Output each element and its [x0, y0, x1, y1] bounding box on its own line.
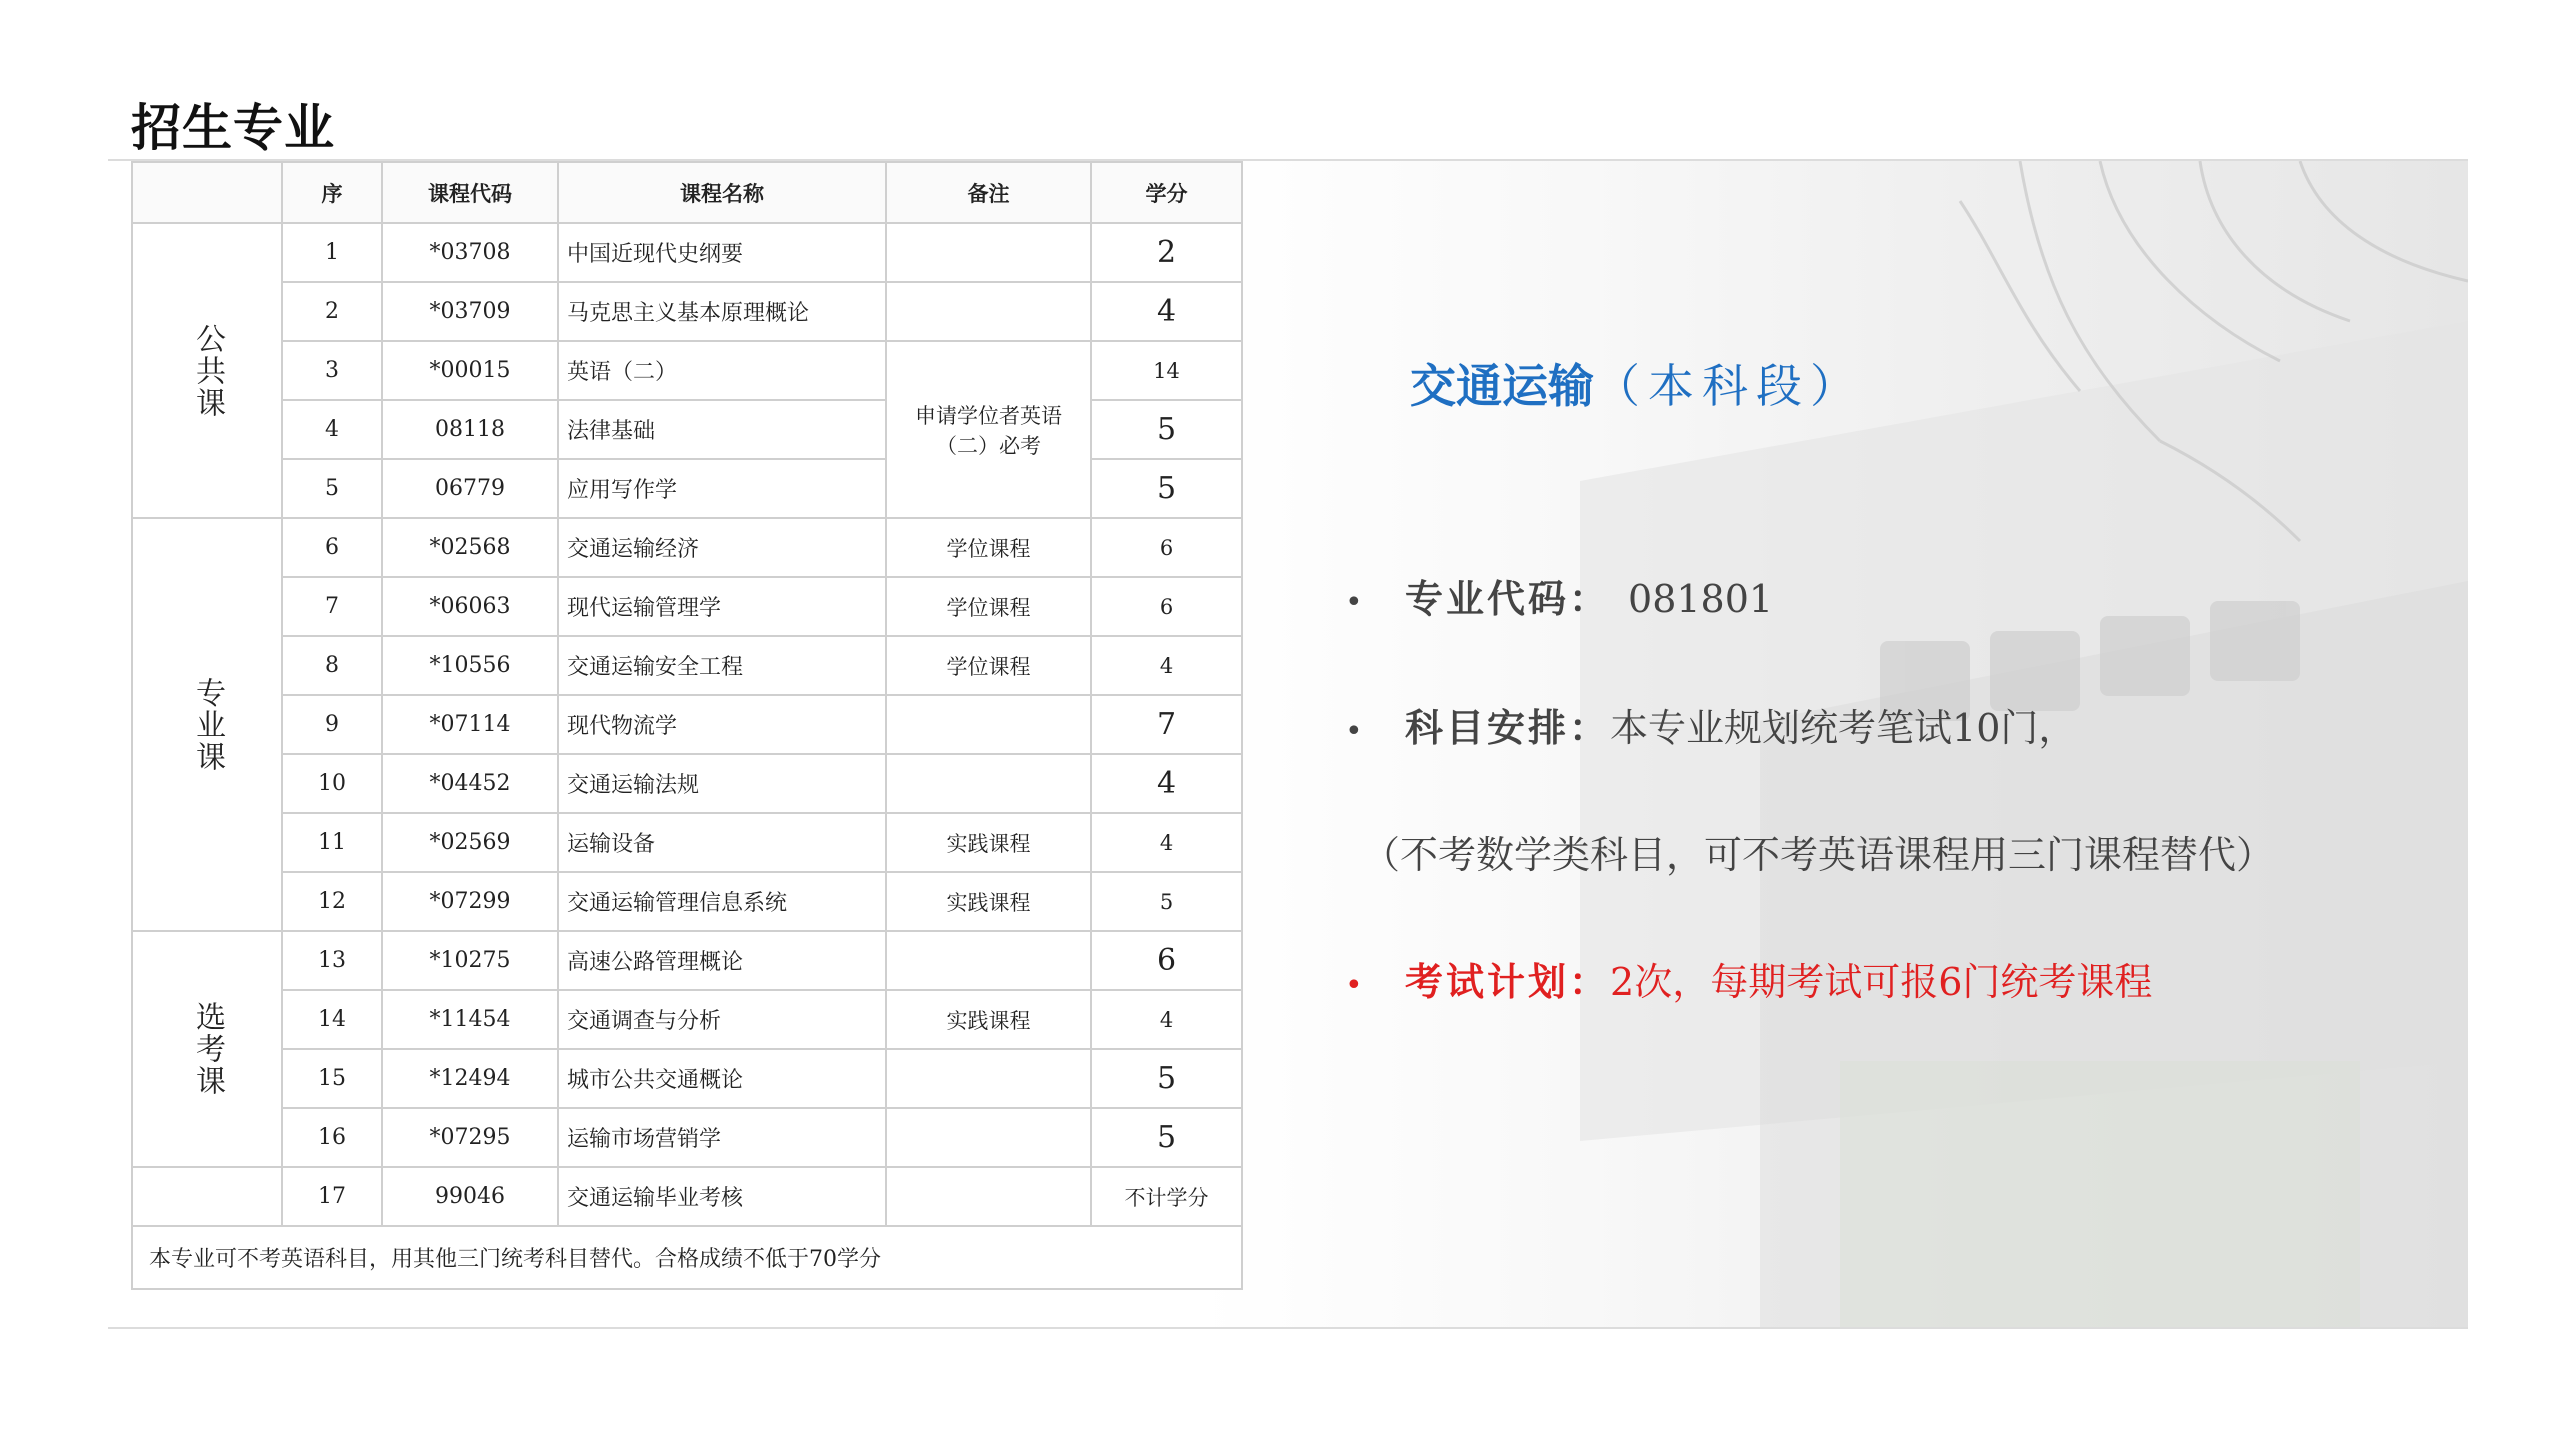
cell-seq: 8	[282, 636, 382, 695]
arrangement-label: 科目安排：	[1405, 706, 1611, 750]
cell-credit: 4	[1091, 636, 1242, 695]
cell-code: *10556	[382, 636, 558, 695]
cell-credit: 4	[1091, 990, 1242, 1049]
cell-note: 实践课程	[886, 990, 1091, 1049]
arrangement-line	[1345, 697, 2076, 752]
cell-credit: 7	[1091, 695, 1242, 754]
exam-plan-value: 2次，每期考试可报6门统考课程	[1610, 960, 2153, 1004]
cell-note	[886, 1049, 1091, 1108]
table-row	[132, 223, 1242, 282]
cell-seq: 14	[282, 990, 382, 1049]
cell-seq: 17	[282, 1167, 382, 1226]
cell-code: *02569	[382, 813, 558, 872]
cell-seq: 4	[282, 400, 382, 459]
cell-name: 应用写作学	[558, 459, 886, 518]
table-footer-note: 本专业可不考英语科目，用其他三门统考科目替代。合格成绩不低于70学分	[132, 1226, 1242, 1289]
cell-seq: 10	[282, 754, 382, 813]
cell-seq: 12	[282, 872, 382, 931]
cell-code: *04452	[382, 754, 558, 813]
cell-seq: 7	[282, 577, 382, 636]
bullet-icon: •	[1345, 585, 1363, 620]
category-major: 专业课	[132, 518, 282, 931]
cell-code: *06063	[382, 577, 558, 636]
cell-seq: 1	[282, 223, 382, 282]
cell-credit: 14	[1091, 341, 1242, 400]
cell-note: 申请学位者英语（二）必考	[886, 341, 1091, 518]
header-category	[132, 162, 282, 223]
cell-code: 08118	[382, 400, 558, 459]
cell-name: 英语（二）	[558, 341, 886, 400]
header-seq: 序	[282, 162, 382, 223]
category-elective: 选考课	[132, 931, 282, 1167]
page-title: 招生专业	[131, 99, 335, 157]
major-code-label: 专业代码：	[1405, 577, 1611, 621]
cell-name: 城市公共交通概论	[558, 1049, 886, 1108]
table-row	[132, 990, 1242, 1049]
cell-note	[886, 754, 1091, 813]
arrangement-value: 本专业规划统考笔试10门，	[1610, 706, 2077, 750]
major-level: （本科段）	[1594, 359, 1864, 413]
cell-name: 现代运输管理学	[558, 577, 886, 636]
table-row	[132, 872, 1242, 931]
course-table	[131, 161, 1243, 1290]
table-row	[132, 1108, 1242, 1167]
cell-credit: 6	[1091, 931, 1242, 990]
cell-credit: 5	[1091, 872, 1242, 931]
cell-credit: 4	[1091, 282, 1242, 341]
table-row	[132, 282, 1242, 341]
cell-note	[886, 695, 1091, 754]
table-header-row	[132, 162, 1242, 223]
cell-seq: 6	[282, 518, 382, 577]
major-name: 交通运输	[1410, 359, 1594, 413]
table-row	[132, 577, 1242, 636]
cell-note: 实践课程	[886, 872, 1091, 931]
table-row	[132, 1167, 1242, 1226]
cell-credit: 不计学分	[1091, 1167, 1242, 1226]
cell-code: *11454	[382, 990, 558, 1049]
major-code-value: 081801	[1628, 577, 1774, 621]
category-empty	[132, 1167, 282, 1226]
cell-code: 99046	[382, 1167, 558, 1226]
cell-credit: 5	[1091, 1049, 1242, 1108]
cell-note: 实践课程	[886, 813, 1091, 872]
header-code: 课程代码	[382, 162, 558, 223]
cell-seq: 15	[282, 1049, 382, 1108]
cell-seq: 2	[282, 282, 382, 341]
cell-name: 交通运输法规	[558, 754, 886, 813]
cell-name: 交通运输安全工程	[558, 636, 886, 695]
cell-note	[886, 1167, 1091, 1226]
cell-seq: 9	[282, 695, 382, 754]
cell-credit: 4	[1091, 754, 1242, 813]
cell-seq: 3	[282, 341, 382, 400]
table-row	[132, 754, 1242, 813]
cell-credit: 2	[1091, 223, 1242, 282]
cell-name: 高速公路管理概论	[558, 931, 886, 990]
cell-seq: 16	[282, 1108, 382, 1167]
cell-code: *03708	[382, 223, 558, 282]
cell-code: *12494	[382, 1049, 558, 1108]
cell-credit: 5	[1091, 400, 1242, 459]
cell-name: 法律基础	[558, 400, 886, 459]
cell-note: 学位课程	[886, 518, 1091, 577]
cell-code: *10275	[382, 931, 558, 990]
cell-credit: 6	[1091, 577, 1242, 636]
cell-code: *03709	[382, 282, 558, 341]
cell-name: 运输市场营销学	[558, 1108, 886, 1167]
cell-code: 06779	[382, 459, 558, 518]
cell-name: 交通调查与分析	[558, 990, 886, 1049]
cell-note	[886, 223, 1091, 282]
cell-note	[886, 931, 1091, 990]
cell-code: *02568	[382, 518, 558, 577]
cell-note	[886, 282, 1091, 341]
cell-name: 现代物流学	[558, 695, 886, 754]
cell-seq: 5	[282, 459, 382, 518]
cell-seq: 11	[282, 813, 382, 872]
header-name: 课程名称	[558, 162, 886, 223]
cell-name: 交通运输毕业考核	[558, 1167, 886, 1226]
table-row	[132, 341, 1242, 400]
cell-code: *07299	[382, 872, 558, 931]
bottom-divider	[108, 1327, 2468, 1329]
exam-plan-label: 考试计划：	[1405, 960, 1611, 1004]
table-row	[132, 931, 1242, 990]
exam-plan-line	[1345, 951, 2152, 1006]
table-row	[132, 695, 1242, 754]
arrangement-note: （不考数学类科目，可不考英语课程用三门课程替代）	[1362, 833, 2275, 877]
table-row	[132, 518, 1242, 577]
cell-note: 学位课程	[886, 636, 1091, 695]
cell-name: 交通运输经济	[558, 518, 886, 577]
cell-credit: 5	[1091, 459, 1242, 518]
cell-code: *07114	[382, 695, 558, 754]
table-row	[132, 636, 1242, 695]
cell-name: 马克思主义基本原理概论	[558, 282, 886, 341]
cell-code: *07295	[382, 1108, 558, 1167]
cell-credit: 6	[1091, 518, 1242, 577]
cell-credit: 4	[1091, 813, 1242, 872]
header-note: 备注	[886, 162, 1091, 223]
header-credit: 学分	[1091, 162, 1242, 223]
major-title	[1410, 350, 1864, 416]
table-row	[132, 813, 1242, 872]
category-public: 公共课	[132, 223, 282, 518]
table-footer-row	[132, 1226, 1242, 1289]
cell-note	[886, 1108, 1091, 1167]
cell-note: 学位课程	[886, 577, 1091, 636]
cell-code: *00015	[382, 341, 558, 400]
cell-name: 运输设备	[558, 813, 886, 872]
bullet-icon: •	[1345, 968, 1363, 1003]
cell-name: 交通运输管理信息系统	[558, 872, 886, 931]
cell-seq: 13	[282, 931, 382, 990]
table-row	[132, 1049, 1242, 1108]
bullet-icon: •	[1345, 714, 1363, 749]
cell-credit: 5	[1091, 1108, 1242, 1167]
major-code-line	[1345, 568, 1773, 623]
cell-name: 中国近现代史纲要	[558, 223, 886, 282]
